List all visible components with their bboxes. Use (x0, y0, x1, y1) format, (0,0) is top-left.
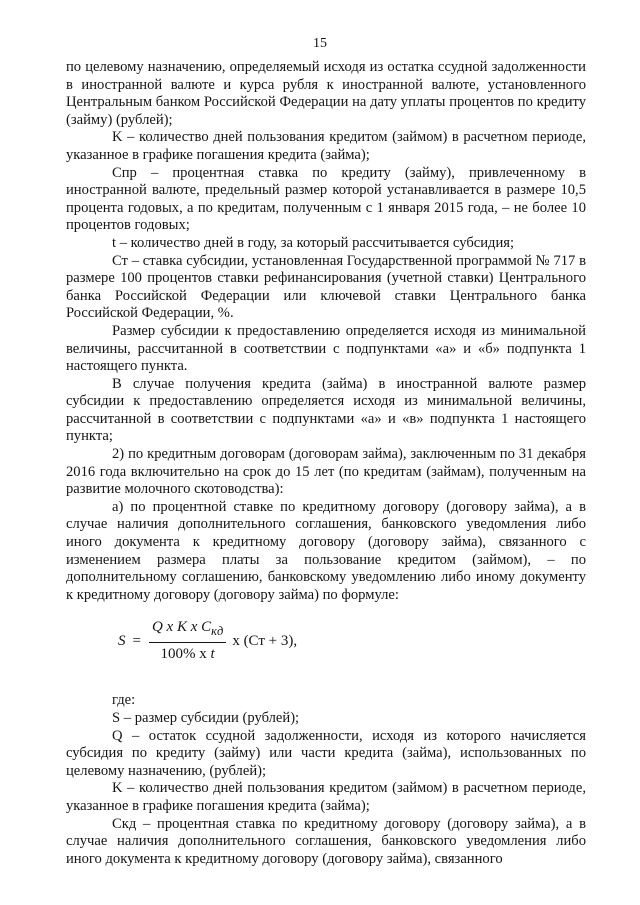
formula-numerator: Q x K x $C_{кд}$ (149, 619, 226, 644)
paragraphs-top (66, 59, 586, 604)
formula-denominator-var: t (210, 646, 215, 663)
paragraph: Q – остаток ссудной задолженности, исходя из которого начисляется субсидия по кредиту (займу) или части кредита (займа), использованных по целевому назначению, (рублей); (66, 727, 586, 779)
page-body (66, 59, 586, 868)
where-label: где: (112, 692, 136, 709)
paragraph: t – количество дней в году, за который рассчитывается субсидия; (112, 234, 515, 251)
page-number: 15 (313, 36, 327, 51)
formula-fraction (149, 619, 226, 664)
paragraph: Спр – процентная ставка по кредиту (займу), привлеченному в иностранной валюте, предельный размер которой устанавливается в размере 10,5 процента годовых, а по кредитам, полученным с 1 января 2015 года, – не более 10 процентов годовых; (66, 164, 586, 234)
paragraph: K – количество дней пользования кредитом (займом) в расчетном периоде, указанное в графике погашения кредита (займа); (66, 129, 586, 163)
paragraph: В случае получения кредита (займа) в иностранной валюте размер субсидии к предоставлению определяется исходя из минимальной величины, рассчитанной в соответствии с подпунктами «а» и «в» подпункта 1 настоящего пункта; (66, 375, 586, 445)
paragraph: 2) по кредитным договорам (договорам займа), заключенным по 31 декабря 2016 года включительно на срок до 15 лет (по кредитам (займам), полученным на развитие молочного скотоводства): (66, 446, 586, 498)
formula-equals: = (132, 632, 141, 649)
formula-denominator: 100% x t (160, 646, 215, 663)
paragraphs-bottom (66, 710, 586, 868)
subsidy-formula (66, 612, 586, 670)
paragraph: Cкд – процентная ставка по кредитному договору (договору займа), а в случае наличия дополнительного соглашения, банковского уведомления либо иного документа к кредитному договору (договору займа), связанного (66, 815, 586, 867)
formula-lhs: S (118, 632, 126, 649)
formula-numerator-subscript: кд (211, 623, 224, 638)
paragraph: K – количество дней пользования кредитом (займом) в расчетном периоде, указанное в графике погашения кредита (займа); (66, 780, 586, 814)
paragraph: Ст – ставка субсидии, установленная Государственной программой № 717 в размере 100 процентов ставки рефинансирования (учетной ставки) Центрального банка Российской Федерации или ключевой ставки Центрального банка Российской Федерации, %. (66, 252, 586, 322)
paragraph: по целевому назначению, определяемый исходя из остатка ссудной задолженности в иностранной валюте и курса рубля к иностранной валюте, установленного Центральным банком Российской Федерации на дату уплаты процентов по кредиту (займу) (рублей); (66, 59, 586, 128)
paragraph: S – размер субсидии (рублей); (112, 710, 300, 726)
paragraph: Размер субсидии к предоставлению определяется исходя из минимальной величины, рассчитанной в соответствии с подпунктами «а» и «б» подпункта 1 настоящего пункта. (66, 322, 586, 375)
paragraph: а) по процентной ставке по кредитному договору (договору займа), а в случае наличия дополнительного соглашения, банковского уведомления либо иного документа к кредитному договору (договору займа), связанного с изменением размера платы за пользование кредитом (займом), – по дополнительному соглашению, банковскому уведомлению либо иному документу к кредитному договору (договору займа) по формуле: (66, 498, 586, 603)
formula-tail: x (Ст + 3), (232, 632, 298, 649)
